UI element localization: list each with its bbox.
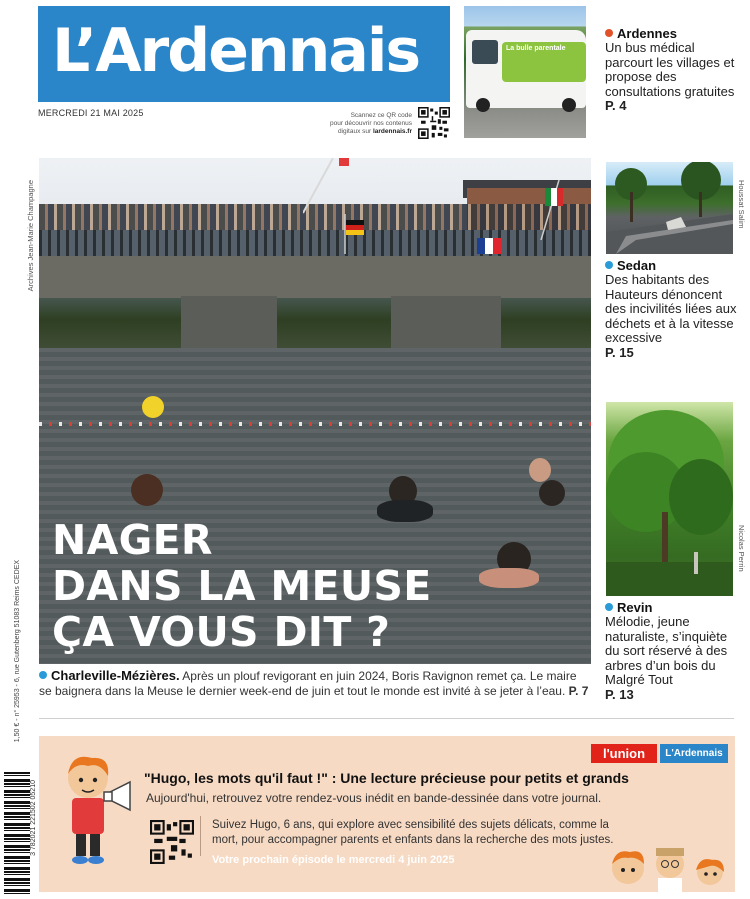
- bus-window: [472, 40, 498, 64]
- bus-wheel: [562, 98, 576, 112]
- teaser-ardennes[interactable]: [605, 26, 745, 114]
- flag-germany-icon: [343, 214, 373, 254]
- swimmer: [529, 458, 551, 482]
- teaser-sedan[interactable]: [605, 258, 745, 361]
- teaser-sedan-photo[interactable]: [606, 162, 733, 254]
- teaser-page: P. 15: [605, 344, 634, 360]
- bus-wheel: [476, 98, 490, 112]
- brand-ardennais-logo[interactable]: L'Ardennais: [660, 744, 728, 763]
- brand-union-logo[interactable]: l'union: [591, 744, 657, 763]
- headline-line-3: ÇA VOUS DIT ?: [52, 608, 391, 656]
- caption-kicker-label: Charleville-Mézières.: [51, 668, 180, 683]
- teaser-text: Des habitants des Hauteurs dénoncent des incivilités liées aux déchets et à la vitesse excessive: [605, 272, 737, 346]
- teaser-kicker: [605, 26, 745, 41]
- bus-livery: [502, 42, 586, 82]
- masthead[interactable]: [38, 6, 450, 102]
- yellow-buoy: [142, 396, 164, 418]
- teaser-text: Mélodie, jeune naturaliste, s’inquiète du sort réservé à des arbres d’un bois du Malgré Tout: [605, 614, 728, 688]
- imprint: 1,50 € - n° 25953 - 6, rue Gutenberg 51083 Reims CEDEX: [14, 560, 21, 743]
- teaser-ardennes-photo[interactable]: [464, 6, 586, 138]
- teaser-kicker-label: Ardennes: [617, 26, 677, 41]
- forest-scene: [606, 402, 733, 596]
- masthead-title: L’Ardennais: [52, 16, 420, 86]
- qr-note-line2: pour découvrir nos contenus: [329, 120, 412, 127]
- teaser-kicker: [605, 600, 745, 615]
- bridge-deck: [39, 256, 591, 298]
- swimmer: [539, 480, 565, 506]
- photo-credit-revin: Nicolas Perrin: [737, 525, 746, 572]
- bus-sign: La bulle parentale: [506, 45, 566, 52]
- promo-qr-code-icon[interactable]: [150, 820, 194, 864]
- qr-note-line1: Scannez ce QR code: [350, 112, 412, 119]
- caption-page: P. 7: [568, 683, 589, 698]
- swimmer: [131, 474, 163, 506]
- headline-line-1: NAGER: [52, 516, 213, 564]
- teaser-kicker-label: Revin: [617, 600, 653, 615]
- teaser-revin-photo[interactable]: [606, 402, 733, 596]
- promo-text: Suivez Hugo, 6 ans, qui explore avec sensibilité des sujets délicats, comme la mort, pour accompagner parents et enfants dans la recherche des mots justes.: [212, 819, 614, 846]
- qr-note-prefix: digitaux sur: [337, 128, 373, 135]
- teaser-kicker: [605, 258, 745, 273]
- promo-next-episode: Votre prochain épisode le mercredi 4 juin 2025: [212, 854, 455, 866]
- bridge-railing: [39, 230, 591, 258]
- flag-italy-icon: [539, 180, 569, 240]
- qr-code-icon[interactable]: [418, 107, 450, 139]
- teaser-page: P. 13: [605, 686, 634, 702]
- divider: [39, 718, 734, 719]
- medical-bus: [466, 30, 586, 108]
- main-headline[interactable]: [52, 517, 432, 655]
- swimmer-body: [479, 568, 539, 588]
- promo-separator: [200, 816, 201, 856]
- qr-note-site: lardennais.fr: [372, 128, 412, 135]
- caption-text: Après un plouf revigorant en juin 2024, Boris Ravignon remet ça. Le maire se baignera dans la Meuse le dernier week-end de juin et tout le monde est invité à se jeter à l’eau.: [39, 669, 577, 698]
- teaser-page: P. 4: [605, 98, 627, 114]
- flag-poles: [303, 158, 373, 218]
- promo-title: "Hugo, les mots qu'il faut !" : Une lecture précieuse pour petits et grands: [144, 770, 629, 786]
- teaser-revin[interactable]: [605, 600, 745, 703]
- qr-note-line3: [300, 128, 412, 136]
- hugo-character-icon: [58, 752, 140, 872]
- bullet-icon: [605, 261, 613, 269]
- promo-subtitle: Aujourd'hui, retrouvez votre rendez-vous inédit en bande-dessinée dans votre journal.: [146, 791, 602, 805]
- teaser-kicker-label: Sedan: [617, 258, 657, 273]
- issue-date: MERCREDI 21 MAI 2025: [38, 108, 144, 118]
- headline-line-2: DANS LA MEUSE: [52, 562, 432, 610]
- bullet-icon: [39, 671, 47, 679]
- road-scene: [606, 162, 733, 254]
- flag-france-icon: [475, 236, 505, 268]
- photo-credit-main: Archives Jean-Marie Champagne: [26, 180, 35, 292]
- teaser-text: Un bus médical parcourt les villages et propose des consultations gratuites: [605, 40, 735, 99]
- photo-credit-sedan: Houssat Salim: [737, 180, 746, 229]
- buoy-line: [39, 422, 591, 426]
- bullet-icon: [605, 29, 613, 37]
- barcode: [4, 772, 30, 894]
- main-caption[interactable]: [39, 669, 591, 698]
- barcode-number: 3 782021 221502 05210: [30, 780, 37, 856]
- comic-characters-icon: [604, 842, 732, 892]
- caption-kicker: [39, 668, 180, 683]
- qr-note: [300, 112, 412, 136]
- bullet-icon: [605, 603, 613, 611]
